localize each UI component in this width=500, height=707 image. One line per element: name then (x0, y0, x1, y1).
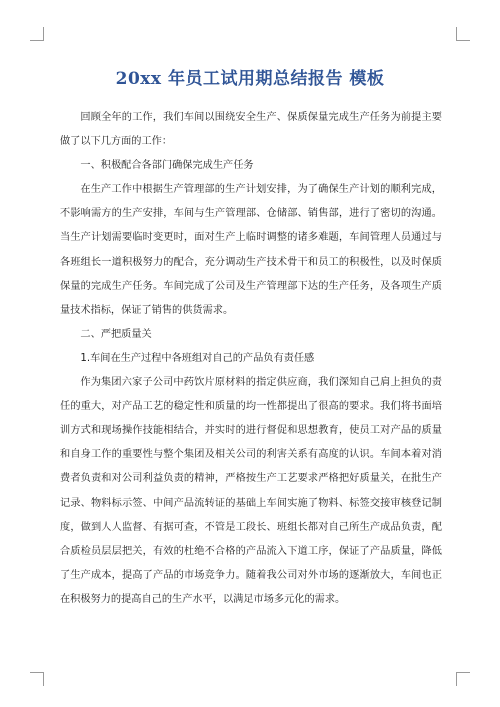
crop-mark-top-left (30, 40, 44, 41)
document-title: 20xx 年员工试用期总结报告 模板 (115, 69, 385, 89)
section-1-paragraph: 在生产工作中根据生产管理部的生产计划安排，为了确保生产计划的顺利完成，不影响需方的生产安排，车间与生产管理部、仓储部、销售部，进行了密切的沟通。当生产计划需要临时变更时，面对生产上临时调整的诸多难题，车间管理人员通过与各班组长一道积极努力的配合，充分调动生产技术骨干和员工的积极性，以及时保质保量的完成生产任务。车间完成了公司及生产管理部下达的生产任务，及各项生产质量技术指标，保证了销售的供货需求。 (60, 184, 442, 316)
crop-mark-top-right (456, 40, 470, 41)
document-body (60, 106, 442, 612)
crop-mark-bottom-left-vertical (43, 672, 44, 686)
section-heading-2: 二、严把质量关 (80, 328, 152, 340)
subsection-heading-2-1: 1.车间在生产过程中各班组对自己的产品负有责任感 (80, 352, 315, 364)
section-heading-1: 一、积极配合各部门确保完成生产任务 (80, 160, 254, 172)
crop-mark-top-right-vertical (456, 27, 457, 41)
intro-paragraph: 回顾全年的工作，我们车间以围绕安全生产、保质保量完成生产任务为前提主要做了以下几方面的工作： (60, 112, 442, 148)
crop-mark-bottom-right (456, 672, 470, 673)
crop-mark-bottom-right-vertical (456, 672, 457, 686)
subsection-2-1-paragraph: 作为集团六家子公司中药饮片原材料的指定供应商，我们深知自己肩上担负的责任的重大，对产品工艺的稳定性和质量的均一性都提出了很高的要求。我们将书面培训方式和现场操作技能相结合，并实时的进行督促和思想教育，使员工对产品的质量和自身工作的重要性与整个集团及相关公司的利害关系有高度的认识。车间本着对消费者负责和对公司利益负责的精神，严格按生产工艺要求严格把好质量关，在批生产记录、物料标示签、中间产品流转证的基础上车间实施了物料、标签交接审核登记制度，做到人人监督、有据可查，不管是工段长、班组长都对自己所生产成品负责，配合质检员层层把关，有效的杜绝不合格的产品流入下道工序，保证了产品质量，降低了生产成本，提高了产品的市场竞争力。随着我公司对外市场的逐渐放大，车间也正在积极努力的提高自己的生产水平，以满足市场多元化的需求。 (60, 377, 442, 605)
crop-mark-top-left-vertical (43, 27, 44, 41)
crop-mark-bottom-left (30, 672, 44, 673)
